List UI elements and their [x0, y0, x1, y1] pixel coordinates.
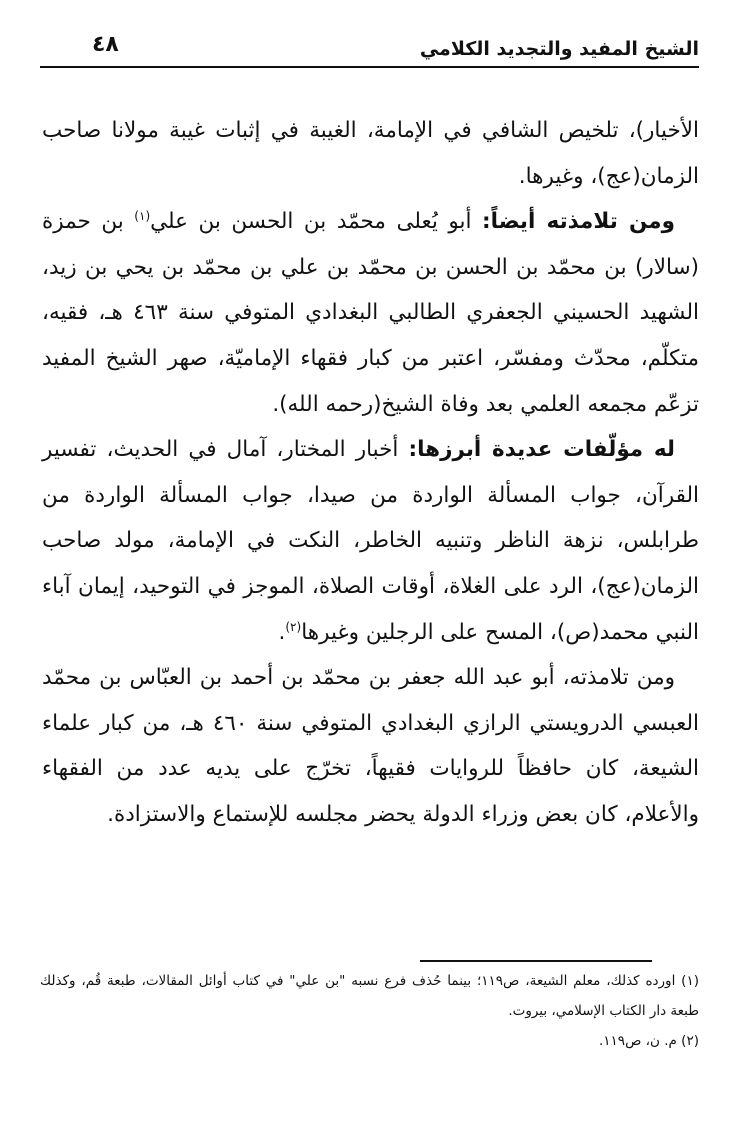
paragraph-3: [42, 427, 699, 655]
footnote-2: (٢) م. ن، ص١١٩.: [599, 1033, 699, 1049]
header-rule: [40, 66, 699, 68]
body-text: [42, 108, 699, 838]
paragraph-3-lead: له مؤلّفات عديدة أبرزها:: [408, 437, 675, 463]
paragraph-2: [42, 199, 699, 427]
running-header: [40, 24, 699, 68]
footnote-ref-2: (٢): [285, 619, 302, 634]
paragraph-2-rest: بن حمزة (سالار) بن محمّد بن الحسن بن محمّد بن علي بن محمّد بن يحي بن زيد، الشهيد الحسيني الجعفري الطالبي البغدادي المتوفي سنة ٤٦٣ هـ، فقيه، متكلّم، محدّث ومفسّر، اعتبر من كبار فقهاء الإماميّة، صهر الشيخ المفيد تزعّم مجمعه العلمي بعد وفاة الشيخ(رحمه الله).: [42, 209, 699, 417]
paragraph-2-name: أبو يُعلى محمّد بن الحسن بن علي: [150, 209, 483, 235]
paragraph-3-end: .: [278, 619, 286, 645]
paragraph-3-text: أخبار المختار، آمال في الحديث، تفسير القرآن، جواب المسألة الواردة من صيدا، جواب المسألة الواردة من طرابلس، نزهة الناظر وتنبيه الخاطر، النكت في الإمامة، مولد صاحب الزمان(عج)، الرد على الغلاة، أوقات الصلاة، الموجز في التوحيد، إيمان آباء النبي محمد(ص)، المسح على الرجلين وغيرها: [42, 437, 699, 645]
page-number: ٤٨: [92, 32, 119, 57]
paragraph-2-lead: ومن تلامذته أيضاً:: [482, 209, 675, 235]
footnote-1: (١) اورده كذلك، معلم الشيعة، ص١١٩؛ بينما حُذف فرع نسبه "بن علي" في كتاب أوائل المقالات، طبعة قُم، وكذلك طبعة دار الكتاب الإسلامي، بيروت.: [40, 973, 699, 1019]
paragraph-1: الأخيار)، تلخيص الشافي في الإمامة، الغيبة في إثبات غيبة مولانا صاحب الزمان(عج)، وغيرها.: [42, 118, 699, 189]
running-title: الشيخ المفيد والتجديد الكلامي: [419, 38, 699, 60]
footnote-rule: [420, 960, 652, 962]
paragraph-4: ومن تلامذته، أبو عبد الله جعفر بن محمّد بن أحمد بن العبّاس بن محمّد العبسي الدرويستي الرازي البغدادي المتوفي سنة ٤٦٠ هـ، من كبار علماء الشيعة، كان حافظاً للروايات فقيهاً، تخرّج على يديه عدد من الفقهاء والأعلام، كان بعض وزراء الدولة يحضر مجلسه للإستماع والاستزادة.: [42, 665, 700, 827]
footnotes: [40, 966, 699, 1056]
footnote-ref-1: (١): [134, 209, 151, 224]
